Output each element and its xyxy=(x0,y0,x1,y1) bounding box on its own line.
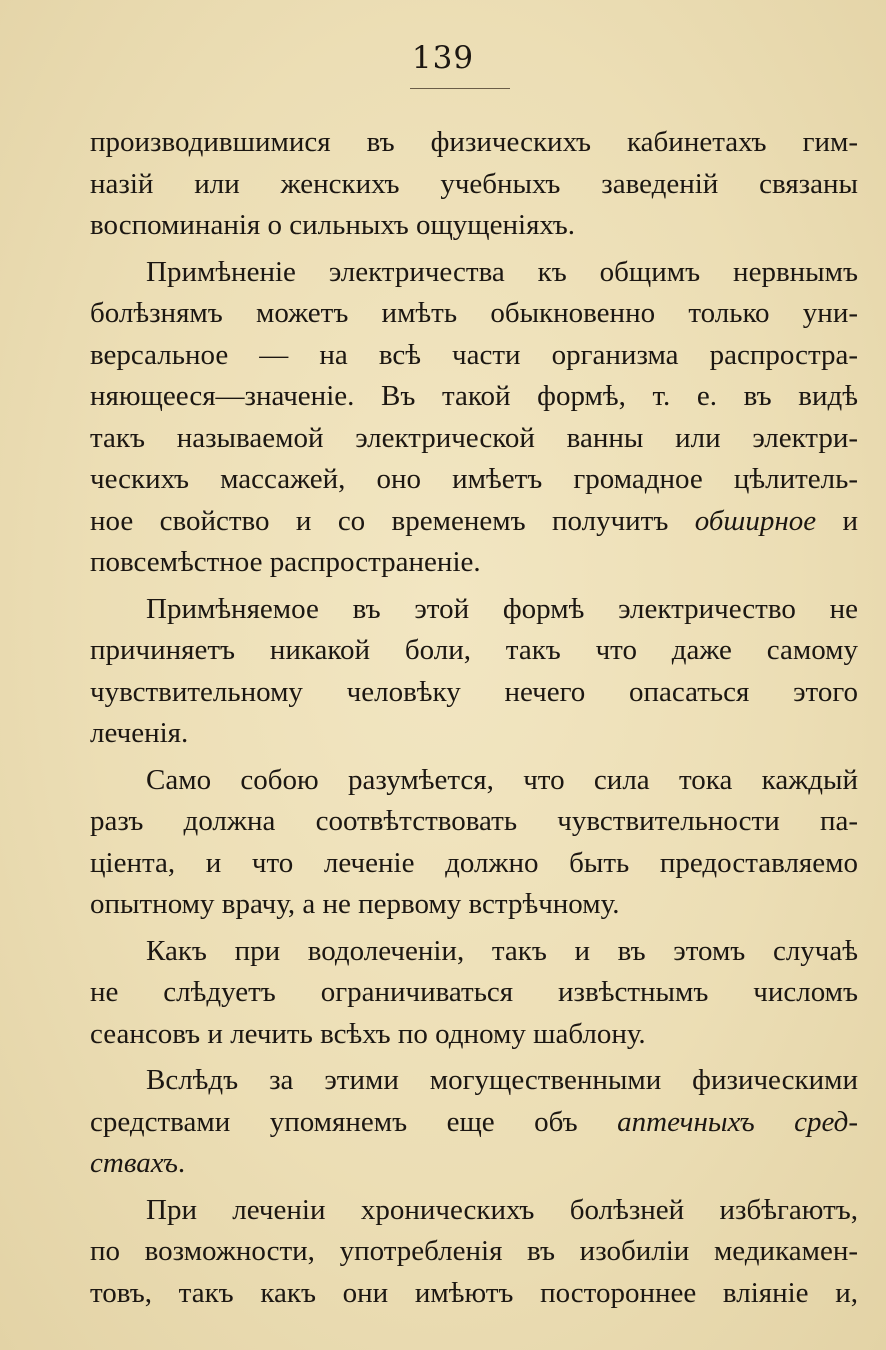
text-segment: ное свойство и со временемъ получитъ xyxy=(90,504,695,537)
text-line: версальное — на всѣ части организма распростра- xyxy=(90,338,858,371)
text-line: не слѣдуетъ ограничиваться извѣстнымъ числомъ xyxy=(90,976,858,1008)
header-rule xyxy=(410,88,510,89)
text-line: ціента, и что леченіе должно быть предоставляемо xyxy=(90,846,858,879)
text-line: няющееся—значеніе. Въ такой формѣ, т. е. въ видѣ xyxy=(90,380,858,412)
text-line: чувствительному человѣку нечего опасаться этого xyxy=(90,675,858,708)
text-line: разъ должна соотвѣтствовать чувствительности па- xyxy=(90,805,858,837)
text-line: назій или женскихъ учебныхъ заведеній связаны xyxy=(90,167,858,200)
italic-term: обширное xyxy=(694,504,817,537)
text-line: причиняетъ никакой боли, такъ что даже самому xyxy=(90,634,858,666)
text-line: товъ, такъ какъ они имѣютъ постороннее вліяніе и, xyxy=(90,1276,858,1309)
text-segment: средствами упомянемъ еще объ xyxy=(90,1105,618,1138)
body-text xyxy=(90,122,858,1314)
text-line: болѣзнямъ можетъ имѣть обыкновенно только уни- xyxy=(90,297,858,329)
text-line: производившимися въ физическихъ кабинетахъ гим- xyxy=(90,126,858,158)
text-line: ческихъ массажей, оно имѣетъ громадное цѣлитель- xyxy=(90,463,858,495)
text-line xyxy=(90,1102,858,1144)
page-number: 139 xyxy=(411,40,475,76)
text-line: Какъ при водолеченіи, такъ и въ этомъ случаѣ xyxy=(146,934,858,967)
text-line xyxy=(90,501,858,543)
text-line: леченія. xyxy=(90,717,189,749)
italic-term: ствахъ xyxy=(90,1147,178,1179)
text-line: Вслѣдъ за этими могущественными физическими xyxy=(146,1064,858,1096)
text-segment: и xyxy=(816,504,858,537)
text-line xyxy=(90,1143,858,1185)
text-line: такъ называемой электрической ванны или электри- xyxy=(90,421,858,454)
text-line: воспоминанія о сильныхъ ощущеніяхъ. xyxy=(90,209,576,241)
text-line: повсемѣстное распространеніе. xyxy=(90,546,481,578)
text-line: по возможности, употребленія въ изобиліи медикамен- xyxy=(90,1235,858,1267)
text-line: При леченіи хроническихъ болѣзней избѣгаютъ, xyxy=(146,1193,858,1226)
text-line: Примѣняемое въ этой формѣ электричество не xyxy=(146,592,858,625)
text-line: Само собою разумѣется, что сила тока каждый xyxy=(146,763,858,796)
text-line: опытному врачу, а не первому встрѣчному. xyxy=(90,888,620,920)
text-line: сеансовъ и лечить всѣхъ по одному шаблону. xyxy=(90,1017,646,1050)
italic-term: аптечныхъ сред- xyxy=(617,1105,859,1138)
text-line: Примѣненіе электричества къ общимъ нервнымъ xyxy=(146,255,858,288)
text-segment: . xyxy=(177,1147,186,1179)
